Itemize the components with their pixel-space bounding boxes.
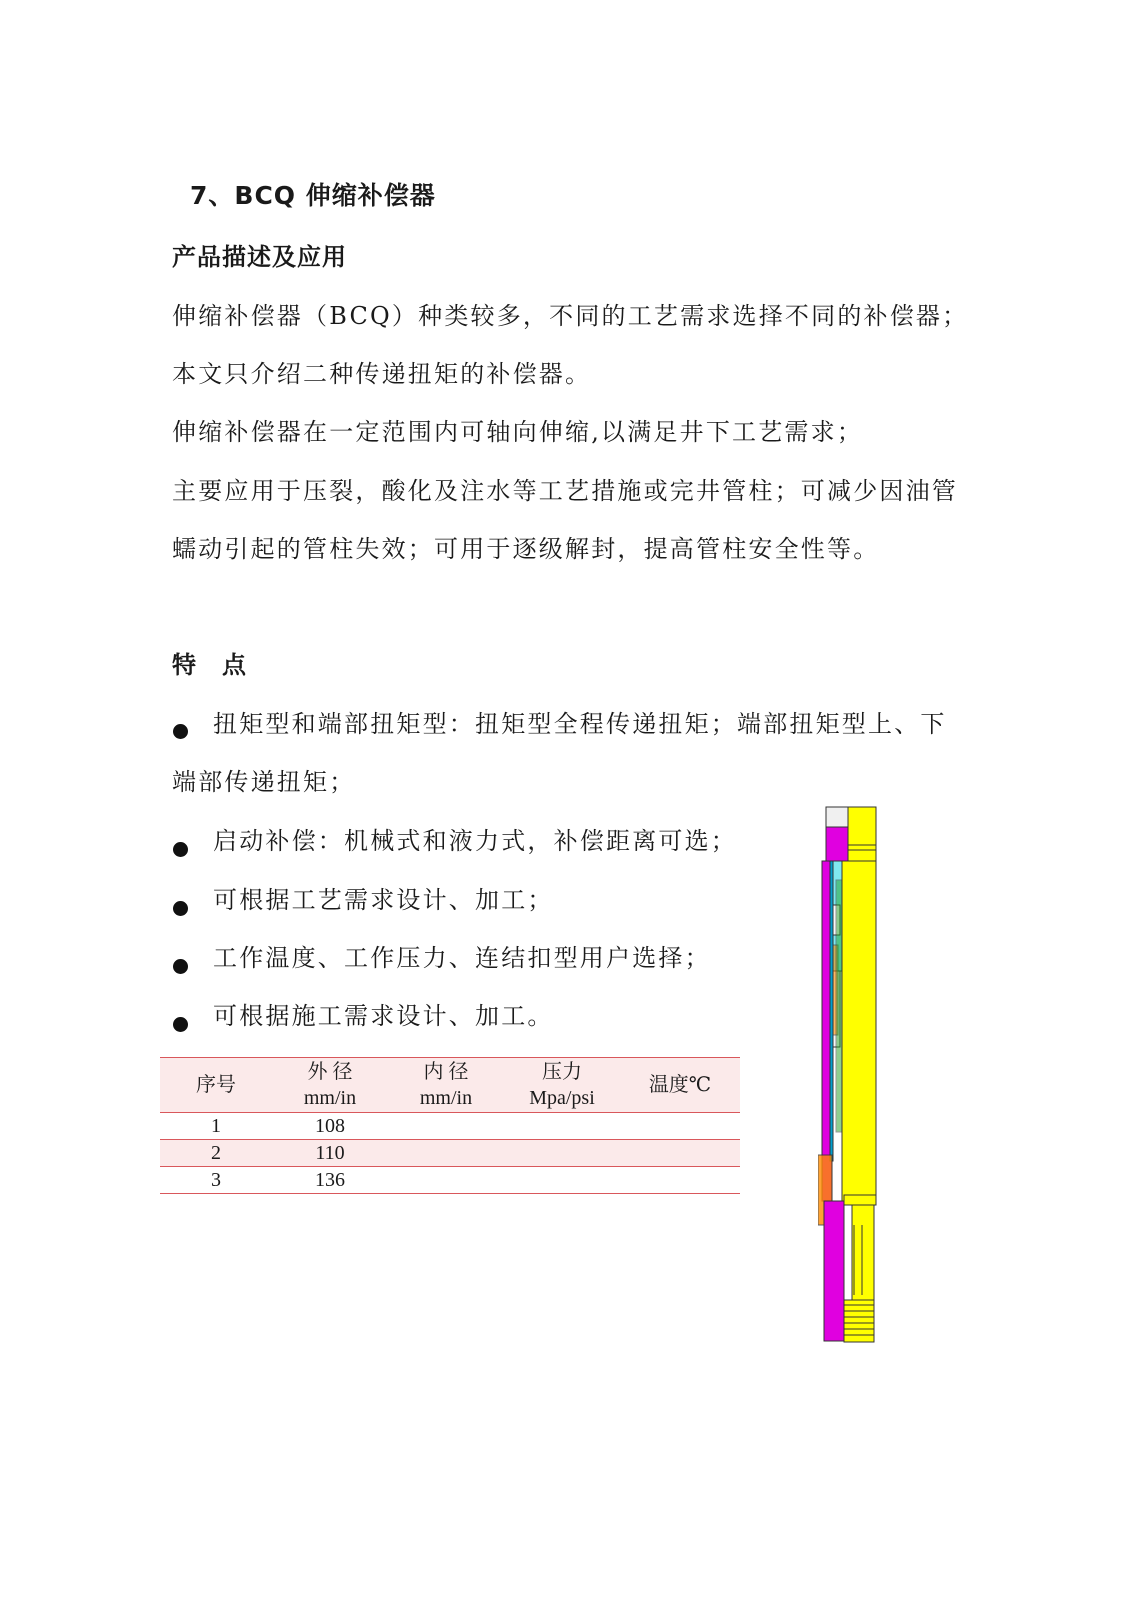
paragraph-line: 伸缩补偿器（BCQ）种类较多，不同的工艺需求选择不同的补偿器； — [172, 302, 969, 330]
table-cell — [504, 1140, 620, 1167]
table-cell: 3 — [160, 1167, 272, 1194]
header-label: 温度℃ — [648, 1074, 712, 1096]
header-unit: mm/in — [303, 1087, 357, 1109]
bullet-dot — [173, 959, 188, 974]
header-label: 外 径 — [307, 1061, 353, 1083]
table-cell — [388, 1167, 504, 1194]
description-heading: 产品描述及应用 — [172, 243, 347, 271]
bullet-dot — [173, 901, 188, 916]
header-label: 序号 — [196, 1074, 236, 1096]
header-label: 压力 — [542, 1061, 582, 1083]
header-cell — [620, 1058, 740, 1113]
section-title: 7、BCQ 伸缩补偿器 — [190, 181, 436, 210]
header-unit: Mpa/psi — [529, 1087, 595, 1109]
paragraph-line: 蠕动引起的管柱失效；可用于逐级解封，提高管柱安全性等。 — [172, 535, 880, 563]
feature-bullet: 可根据工艺需求设计、加工； — [213, 886, 554, 914]
table-cell — [620, 1140, 740, 1167]
feature-bullet: 启动补偿：机械式和液力式，补偿距离可选； — [213, 827, 737, 855]
table-cell — [620, 1167, 740, 1194]
feature-bullet: 可根据施工需求设计、加工。 — [213, 1002, 554, 1030]
table-cell: 110 — [272, 1140, 388, 1167]
table-row — [160, 1113, 740, 1140]
table-row — [160, 1167, 740, 1194]
header-unit: mm/in — [419, 1087, 473, 1109]
bullet-dot — [173, 842, 188, 857]
table-cell — [388, 1140, 504, 1167]
feature-bullet: 扭矩型和端部扭矩型：扭矩型全程传递扭矩；端部扭矩型上、下 — [213, 710, 947, 738]
table-cell — [620, 1113, 740, 1140]
bullet-dot — [173, 724, 188, 739]
features-heading: 特 点 — [172, 651, 247, 679]
header-cell — [272, 1058, 388, 1113]
table-cell — [504, 1113, 620, 1140]
paragraph-line: 伸缩补偿器在一定范围内可轴向伸缩,以满足井下工艺需求； — [172, 418, 864, 446]
table-cell — [388, 1113, 504, 1140]
header-cell — [388, 1058, 504, 1113]
spec-table — [160, 1057, 740, 1194]
table-cell: 108 — [272, 1113, 388, 1140]
feature-bullet: 工作温度、工作压力、连结扣型用户选择； — [213, 944, 711, 972]
table-cell: 1 — [160, 1113, 272, 1140]
feature-bullet-continuation: 端部传递扭矩； — [172, 768, 356, 796]
header-label: 内 径 — [423, 1061, 469, 1083]
paragraph-line: 本文只介绍二种传递扭矩的补偿器。 — [172, 360, 592, 388]
bullet-dot — [173, 1017, 188, 1032]
table-header-row — [160, 1058, 740, 1113]
paragraph-line: 主要应用于压裂，酸化及注水等工艺措施或完井管柱；可减少因油管 — [172, 477, 958, 505]
table-cell — [504, 1167, 620, 1194]
header-cell — [160, 1058, 272, 1113]
table-cell: 2 — [160, 1140, 272, 1167]
table-row — [160, 1140, 740, 1167]
header-cell — [504, 1058, 620, 1113]
compensator-drawing — [818, 805, 888, 1345]
table-cell: 136 — [272, 1167, 388, 1194]
